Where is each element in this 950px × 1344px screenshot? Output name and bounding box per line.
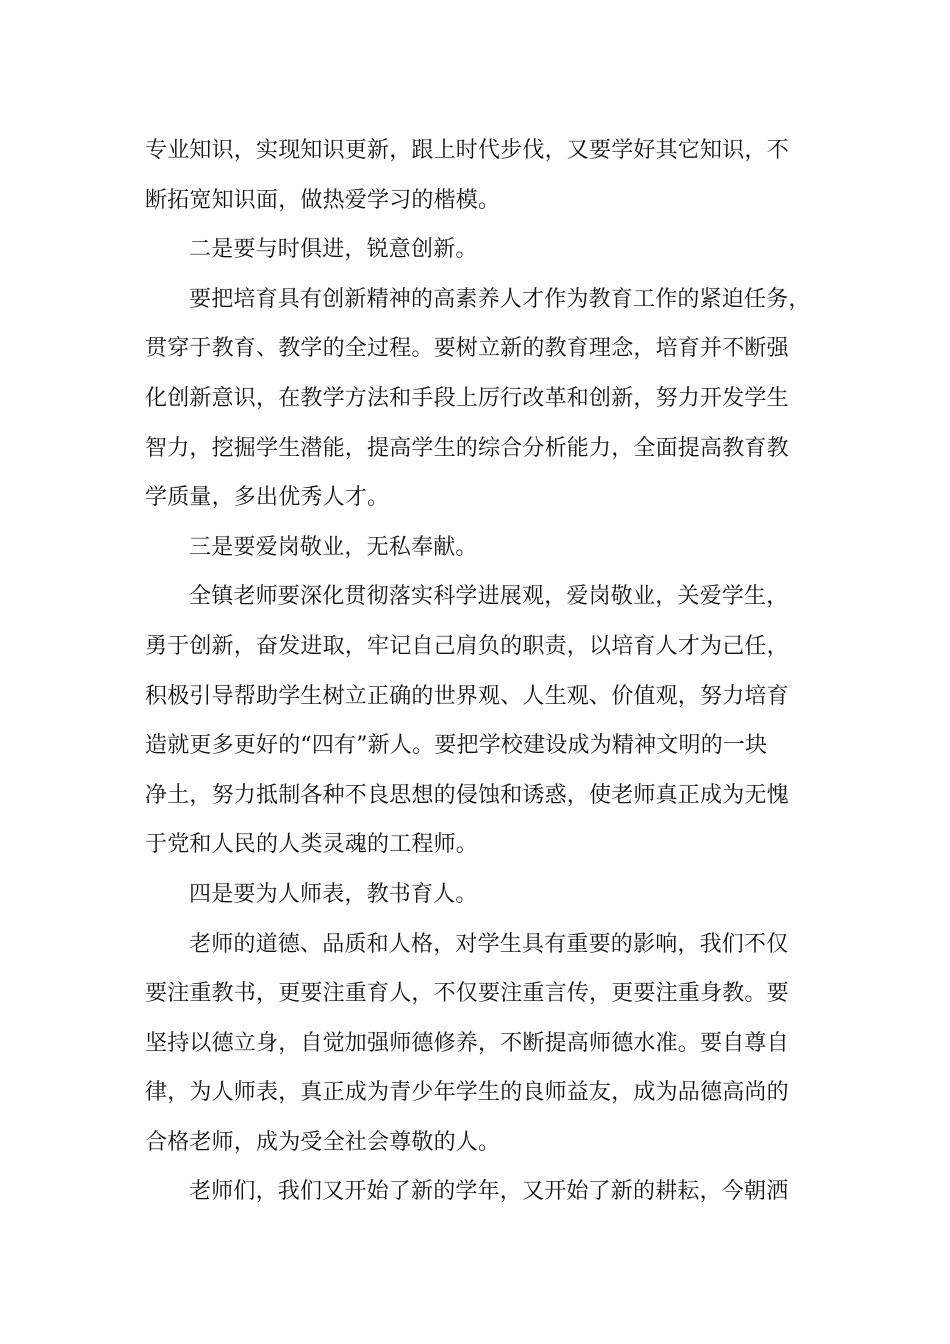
section-heading: 四是要为人师表，教书育人。: [189, 881, 478, 907]
text-line: 净土，努力抵制各种不良思想的侵蚀和诱惑，使老师真正成为无愧: [145, 782, 789, 808]
section-heading: 三是要爱岗敬业，无私奉献。: [189, 534, 478, 560]
text-line: 智力，挖掘学生潜能，提高学生的综合分析能力，全面提高教育教: [145, 435, 789, 461]
text-line: 化创新意识，在教学方法和手段上厉行改革和创新，努力开发学生: [145, 385, 789, 411]
text-line: 合格老师，成为受全社会尊敬的人。: [145, 1129, 501, 1155]
text-line: 断拓宽知识面，做热爱学习的楷模。: [145, 187, 501, 213]
text-line: 全镇老师要深化贯彻落实科学进展观，爱岗敬业，关爱学生，: [189, 584, 789, 610]
body-text: [145, 126, 815, 1217]
text-line: 勇于创新，奋发进取，牢记自己肩负的职责，以培育人才为己任，: [145, 633, 789, 659]
section-heading: 二是要与时俱进，锐意创新。: [189, 237, 478, 263]
text-line: 专业知识，实现知识更新，跟上时代步伐，又要学好其它知识，不: [145, 138, 789, 163]
text-line: 于党和人民的人类灵魂的工程师。: [145, 832, 479, 858]
text-line: 贯穿于教育、教学的全过程。要树立新的教育理念，培育并不断强: [145, 336, 789, 362]
text-line: 律，为人师表，真正成为青少年学生的良师益友，成为品德高尚的: [145, 1080, 789, 1106]
text-line: 要把培育具有创新精神的高素养人才作为教育工作的紧迫任务，: [189, 286, 811, 312]
text-line: 要注重教书，更要注重育人，不仅要注重言传，更要注重身教。要: [145, 981, 789, 1007]
text-line: 老师的道德、品质和人格，对学生具有重要的影响，我们不仅: [189, 931, 789, 957]
text-line: 学质量，多出优秀人才。: [145, 485, 390, 511]
text-line: 老师们，我们又开始了新的学年，又开始了新的耕耘，今朝洒: [189, 1179, 789, 1205]
text-line: 坚持以德立身，自觉加强师德修养，不断提高师德水准。要自尊自: [145, 1030, 789, 1056]
text-line: 积极引导帮助学生树立正确的世界观、人生观、价值观，努力培育: [145, 683, 789, 709]
text-line: 造就更多更好的“四有”新人。要把学校建设成为精神文明的一块: [145, 733, 768, 759]
